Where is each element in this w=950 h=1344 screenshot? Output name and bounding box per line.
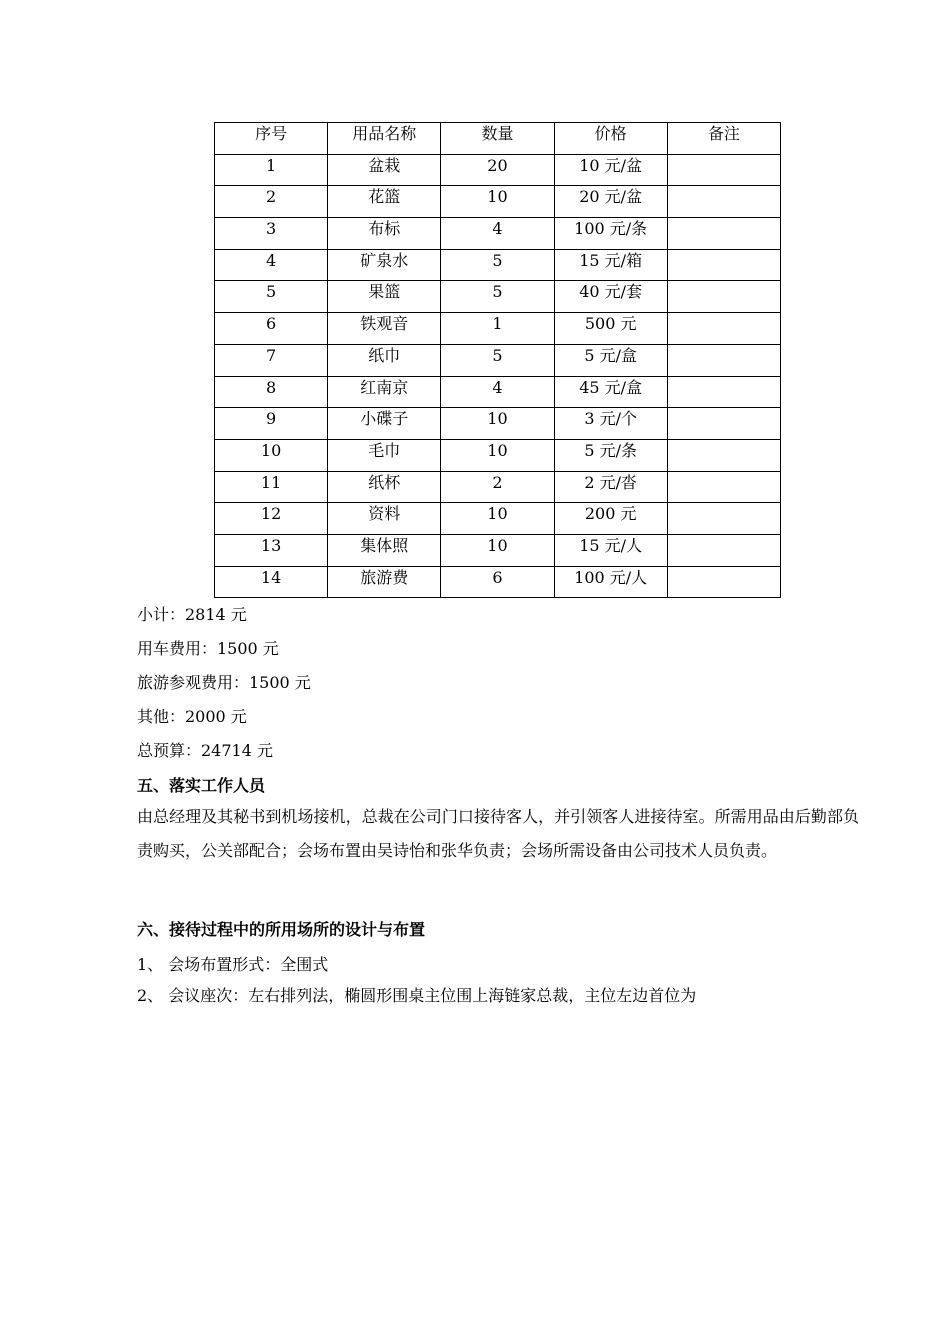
cell-price: 45 元/盒 [554,376,667,408]
cell-quantity: 10 [441,186,554,218]
cell-quantity: 1 [441,313,554,345]
cell-item-name: 果篮 [328,281,441,313]
total-budget-line: 总预算：24714 元 [137,741,273,760]
cell-quantity: 10 [441,408,554,440]
cell-serial: 9 [215,408,328,440]
cell-quantity: 6 [441,566,554,598]
subtotal-line: 小计：2814 元 [137,605,247,624]
cell-quantity: 10 [441,503,554,535]
header-quantity: 数量 [441,123,554,155]
cell-quantity: 2 [441,471,554,503]
cell-quantity: 4 [441,376,554,408]
section5-body: 由总经理及其秘书到机场接机，总裁在公司门口接待客人，并引领客人进接待室。所需用品由后勤部负责购买，公关部配合；会场布置由吴诗怡和张华负责；会场所需设备由公司技术人员负责。 [137,807,859,860]
cell-serial: 12 [215,503,328,535]
cell-quantity: 5 [441,249,554,281]
table-row [215,439,781,471]
cell-remarks [667,218,780,250]
cell-serial: 5 [215,281,328,313]
cell-price: 200 元 [554,503,667,535]
cell-price: 5 元/条 [554,439,667,471]
cell-price: 100 元/人 [554,566,667,598]
cell-item-name: 盆栽 [328,154,441,186]
cell-remarks [667,534,780,566]
cell-serial: 4 [215,249,328,281]
cell-remarks [667,408,780,440]
table-row [215,154,781,186]
cell-serial: 1 [215,154,328,186]
cell-item-name: 纸巾 [328,344,441,376]
table-row [215,376,781,408]
cell-item-name: 矿泉水 [328,249,441,281]
cell-price: 40 元/套 [554,281,667,313]
cell-item-name: 铁观音 [328,313,441,345]
cell-serial: 14 [215,566,328,598]
cell-item-name: 旅游费 [328,566,441,598]
table-row [215,503,781,535]
section6-item2: 2、 会议座次：左右排列法，椭圆形围桌主位围上海链家总裁，主位左边首位为 [137,986,697,1005]
cell-item-name: 小碟子 [328,408,441,440]
cell-price: 20 元/盆 [554,186,667,218]
cell-item-name: 布标 [328,218,441,250]
table-row [215,471,781,503]
cell-quantity: 5 [441,344,554,376]
cell-serial: 13 [215,534,328,566]
cell-serial: 8 [215,376,328,408]
cell-price: 3 元/个 [554,408,667,440]
header-price: 价格 [554,123,667,155]
table-row [215,218,781,250]
cell-price: 2 元/沓 [554,471,667,503]
table-row [215,344,781,376]
cell-remarks [667,566,780,598]
cell-quantity: 10 [441,534,554,566]
cell-serial: 10 [215,439,328,471]
cell-remarks [667,154,780,186]
cell-price: 100 元/条 [554,218,667,250]
cell-price: 15 元/人 [554,534,667,566]
cell-serial: 7 [215,344,328,376]
table-row [215,281,781,313]
other-cost-line: 其他：2000 元 [137,707,247,726]
section6-heading: 六、接待过程中的所用场所的设计与布置 [137,920,426,939]
cell-quantity: 10 [441,439,554,471]
cell-item-name: 毛巾 [328,439,441,471]
table-row [215,566,781,598]
cell-serial: 3 [215,218,328,250]
header-serial: 序号 [215,123,328,155]
tour-cost-line: 旅游参观费用：1500 元 [137,673,311,692]
section5-heading: 五、落实工作人员 [137,776,266,795]
cell-quantity: 4 [441,218,554,250]
table-header-row [215,123,781,155]
cell-remarks [667,376,780,408]
cell-remarks [667,471,780,503]
cell-serial: 11 [215,471,328,503]
table-row [215,186,781,218]
cell-item-name: 花篮 [328,186,441,218]
table-row [215,249,781,281]
table-row [215,313,781,345]
cell-remarks [667,439,780,471]
cell-quantity: 20 [441,154,554,186]
cell-item-name: 红南京 [328,376,441,408]
cell-item-name: 集体照 [328,534,441,566]
header-item-name: 用品名称 [328,123,441,155]
cell-price: 5 元/盒 [554,344,667,376]
cell-remarks [667,186,780,218]
cell-serial: 2 [215,186,328,218]
car-cost-line: 用车费用：1500 元 [137,639,279,658]
cell-remarks [667,503,780,535]
cell-quantity: 5 [441,281,554,313]
cell-remarks [667,249,780,281]
cell-serial: 6 [215,313,328,345]
table-row [215,534,781,566]
cell-item-name: 资料 [328,503,441,535]
header-remarks: 备注 [667,123,780,155]
cell-remarks [667,344,780,376]
table-row [215,408,781,440]
section6-item1: 1、 会场布置形式：全围式 [137,955,329,974]
supplies-table [214,122,781,598]
cell-item-name: 纸杯 [328,471,441,503]
cell-price: 15 元/箱 [554,249,667,281]
cell-remarks [667,313,780,345]
cell-price: 500 元 [554,313,667,345]
cell-price: 10 元/盆 [554,154,667,186]
cell-remarks [667,281,780,313]
